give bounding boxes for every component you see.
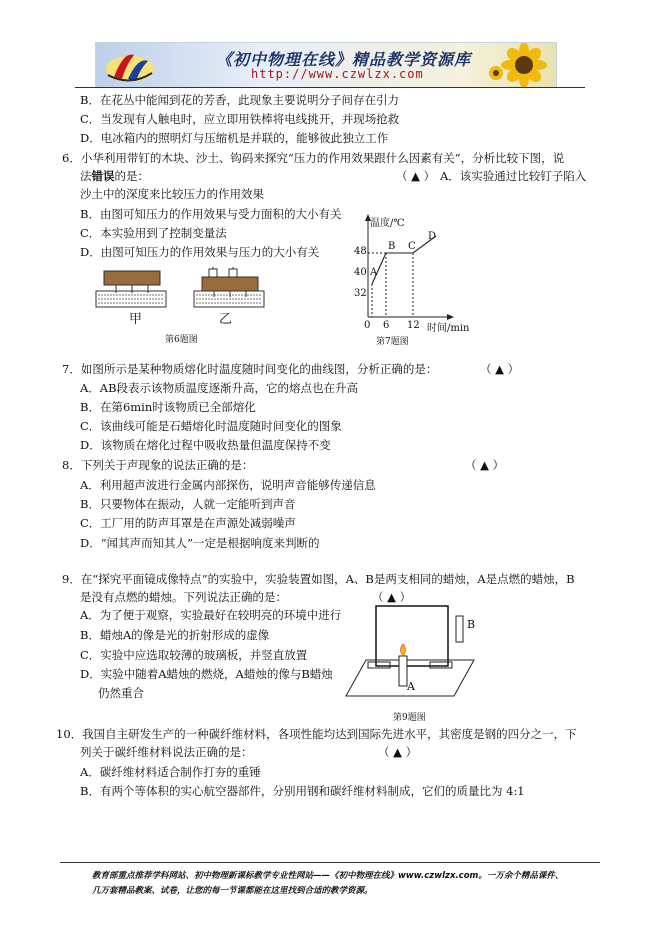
q6-figure bbox=[92, 267, 292, 329]
q6-option-c: C．本实验用到了控制变量法 bbox=[80, 226, 227, 240]
q7-xtick-12: 12 bbox=[407, 320, 420, 331]
q7-caption: 第7题图 bbox=[376, 337, 409, 347]
q7-answer-mark: （ ▲ ） bbox=[480, 362, 520, 376]
q9-stem-line1: 9．在“探究平面镜成像特点”的实验中，实验装置如图，A、B是两支相同的蜡烛，A是点燃的蜡烛，B bbox=[62, 572, 575, 586]
q5-option-d: D．电冰箱内的照明灯与压缩机是并联的，能够彼此独立工作 bbox=[80, 131, 389, 145]
q7-option-d: D．该物质在熔化过程中吸收热量但温度保持不变 bbox=[80, 438, 331, 452]
q6-figure-left bbox=[96, 271, 166, 307]
q7-ylabel: 温度/℃ bbox=[370, 218, 405, 229]
q9-option-d-line1: D．实验中随着A蜡烛的燃烧，A蜡烛的像与B蜡烛 bbox=[80, 667, 333, 681]
q6-emphasis: 错误 bbox=[91, 169, 115, 183]
footer-rule bbox=[60, 862, 600, 863]
q9-option-c: C．实验中应选取较薄的玻璃板，并竖直放置 bbox=[80, 648, 308, 662]
q6-label-left: 甲 bbox=[129, 312, 143, 327]
q7-ytick-32: 32 bbox=[354, 288, 367, 299]
q7-option-b: B．在第6min时该物质已全部熔化 bbox=[80, 400, 256, 414]
q8-option-c: C．工厂用的防声耳罩是在声源处减弱噪声 bbox=[80, 516, 296, 530]
q6-figure-right bbox=[194, 267, 264, 307]
q9-caption: 第9题图 bbox=[393, 713, 426, 723]
q6-stem-line2: 法错误的是： bbox=[80, 169, 149, 183]
q6-option-a-line2: 沙土中的深度来比较压力的作用效果 bbox=[80, 187, 264, 201]
q10-option-b: B．有两个等体积的实心航空器部件，分别用钢和碳纤维材料制成，它们的质量比为 4:1 bbox=[80, 784, 525, 798]
header-rule bbox=[75, 87, 585, 88]
banner-title: 《初中物理在线》精品教学资源库 bbox=[216, 50, 472, 69]
q6-caption: 第6题图 bbox=[165, 335, 198, 345]
q8-stem: 8．下列关于声现象的说法正确的是： bbox=[62, 458, 254, 472]
q6-stem-line1: 6．小华利用带钉的木块、沙土、钩码来探究“压力的作用效果跟什么因素有关”，分析比较下图，说 bbox=[62, 151, 565, 165]
banner-url[interactable]: http://www.czwlzx.com bbox=[251, 67, 424, 81]
q7-xlabel: 时间/min bbox=[427, 323, 470, 334]
q10-stem-line1: 10．我国自主研发生产的一种碳纤维材料，各项性能均达到国际先进水平，其密度是钢的四分之一，下 bbox=[56, 727, 577, 741]
q7-point-c: C bbox=[408, 241, 416, 252]
q7-option-a: A．AB段表示该物质温度逐渐升高，它的熔点也在升高 bbox=[80, 381, 359, 395]
q7-xtick-0: 0 bbox=[364, 320, 371, 331]
q6-option-b: B．由图可知压力的作用效果与受力面积的大小有关 bbox=[80, 207, 342, 221]
q5-option-c: C．当发现有人触电时，应立即用铁棒将电线挑开，并现场抢救 bbox=[80, 112, 400, 126]
q9-answer-mark: （ ▲ ） bbox=[372, 590, 412, 604]
q8-option-d: D．“闻其声而知其人”一定是根据响度来判断的 bbox=[80, 536, 320, 550]
q9-label-b: B bbox=[467, 618, 476, 631]
q7-point-a: A bbox=[370, 267, 378, 278]
footer-line1: 教育部重点推荐学科网站、初中物理新课标教学专业性网站——《初中物理在线》www.czwlzx.com。一万余个精品课件、 bbox=[92, 871, 564, 881]
header-banner bbox=[95, 42, 557, 88]
q10-answer-mark: （ ▲ ） bbox=[378, 745, 418, 759]
sunflower-icon bbox=[484, 43, 554, 87]
q7-ytick-48: 48 bbox=[354, 246, 367, 257]
q8-option-b: B．只要物体在振动，人就一定能听到声音 bbox=[80, 497, 296, 511]
q6-option-a-line1: A．该实验通过比较钉子陷入 bbox=[440, 169, 587, 183]
q7-ytick-40: 40 bbox=[354, 267, 367, 278]
q9-stem-line2: 是没有点燃的蜡烛。下列说法正确的是： bbox=[80, 590, 287, 604]
q10-stem-line2: 列关于碳纤维材料说法正确的是： bbox=[80, 745, 253, 759]
q9-option-a: A．为了便于观察，实验最好在较明亮的环境中进行 bbox=[80, 608, 342, 622]
footer-line2: 几万套精品教案、试卷，让您的每一节课都能在这里找到合适的教学资源。 bbox=[92, 886, 373, 896]
q9-option-b: B．蜡烛A的像是光的折射形成的虚像 bbox=[80, 628, 270, 642]
q9-label-a: A bbox=[407, 680, 415, 693]
footer bbox=[92, 869, 592, 899]
q5-option-b: B．在花丛中能闻到花的芳香，此现象主要说明分子间存在引力 bbox=[80, 93, 399, 107]
q6-label-right: 乙 bbox=[219, 312, 233, 327]
q7-point-d: D bbox=[428, 231, 437, 242]
q10-option-a: A．碳纤维材料适合制作打夯的重锤 bbox=[80, 765, 261, 779]
q6-option-d: D．由图可知压力的作用效果与压力的大小有关 bbox=[80, 245, 320, 259]
q6-answer-mark: （ ▲ ） bbox=[396, 169, 436, 183]
q7-xtick-6: 6 bbox=[383, 320, 390, 331]
q7-point-b: B bbox=[388, 241, 396, 252]
q8-answer-mark: （ ▲ ） bbox=[465, 458, 505, 472]
logo-icon bbox=[104, 47, 156, 85]
q7-stem: 7．如图所示是某种物质熔化时温度随时间变化的曲线图，分析正确的是： bbox=[62, 362, 438, 376]
q7-option-c: C．该曲线可能是石蜡熔化时温度随时间变化的图象 bbox=[80, 419, 342, 433]
q8-option-a: A．利用超声波进行金属内部探伤，说明声音能够传递信息 bbox=[80, 478, 376, 492]
q9-option-d-line2: 仍然重合 bbox=[98, 686, 144, 700]
